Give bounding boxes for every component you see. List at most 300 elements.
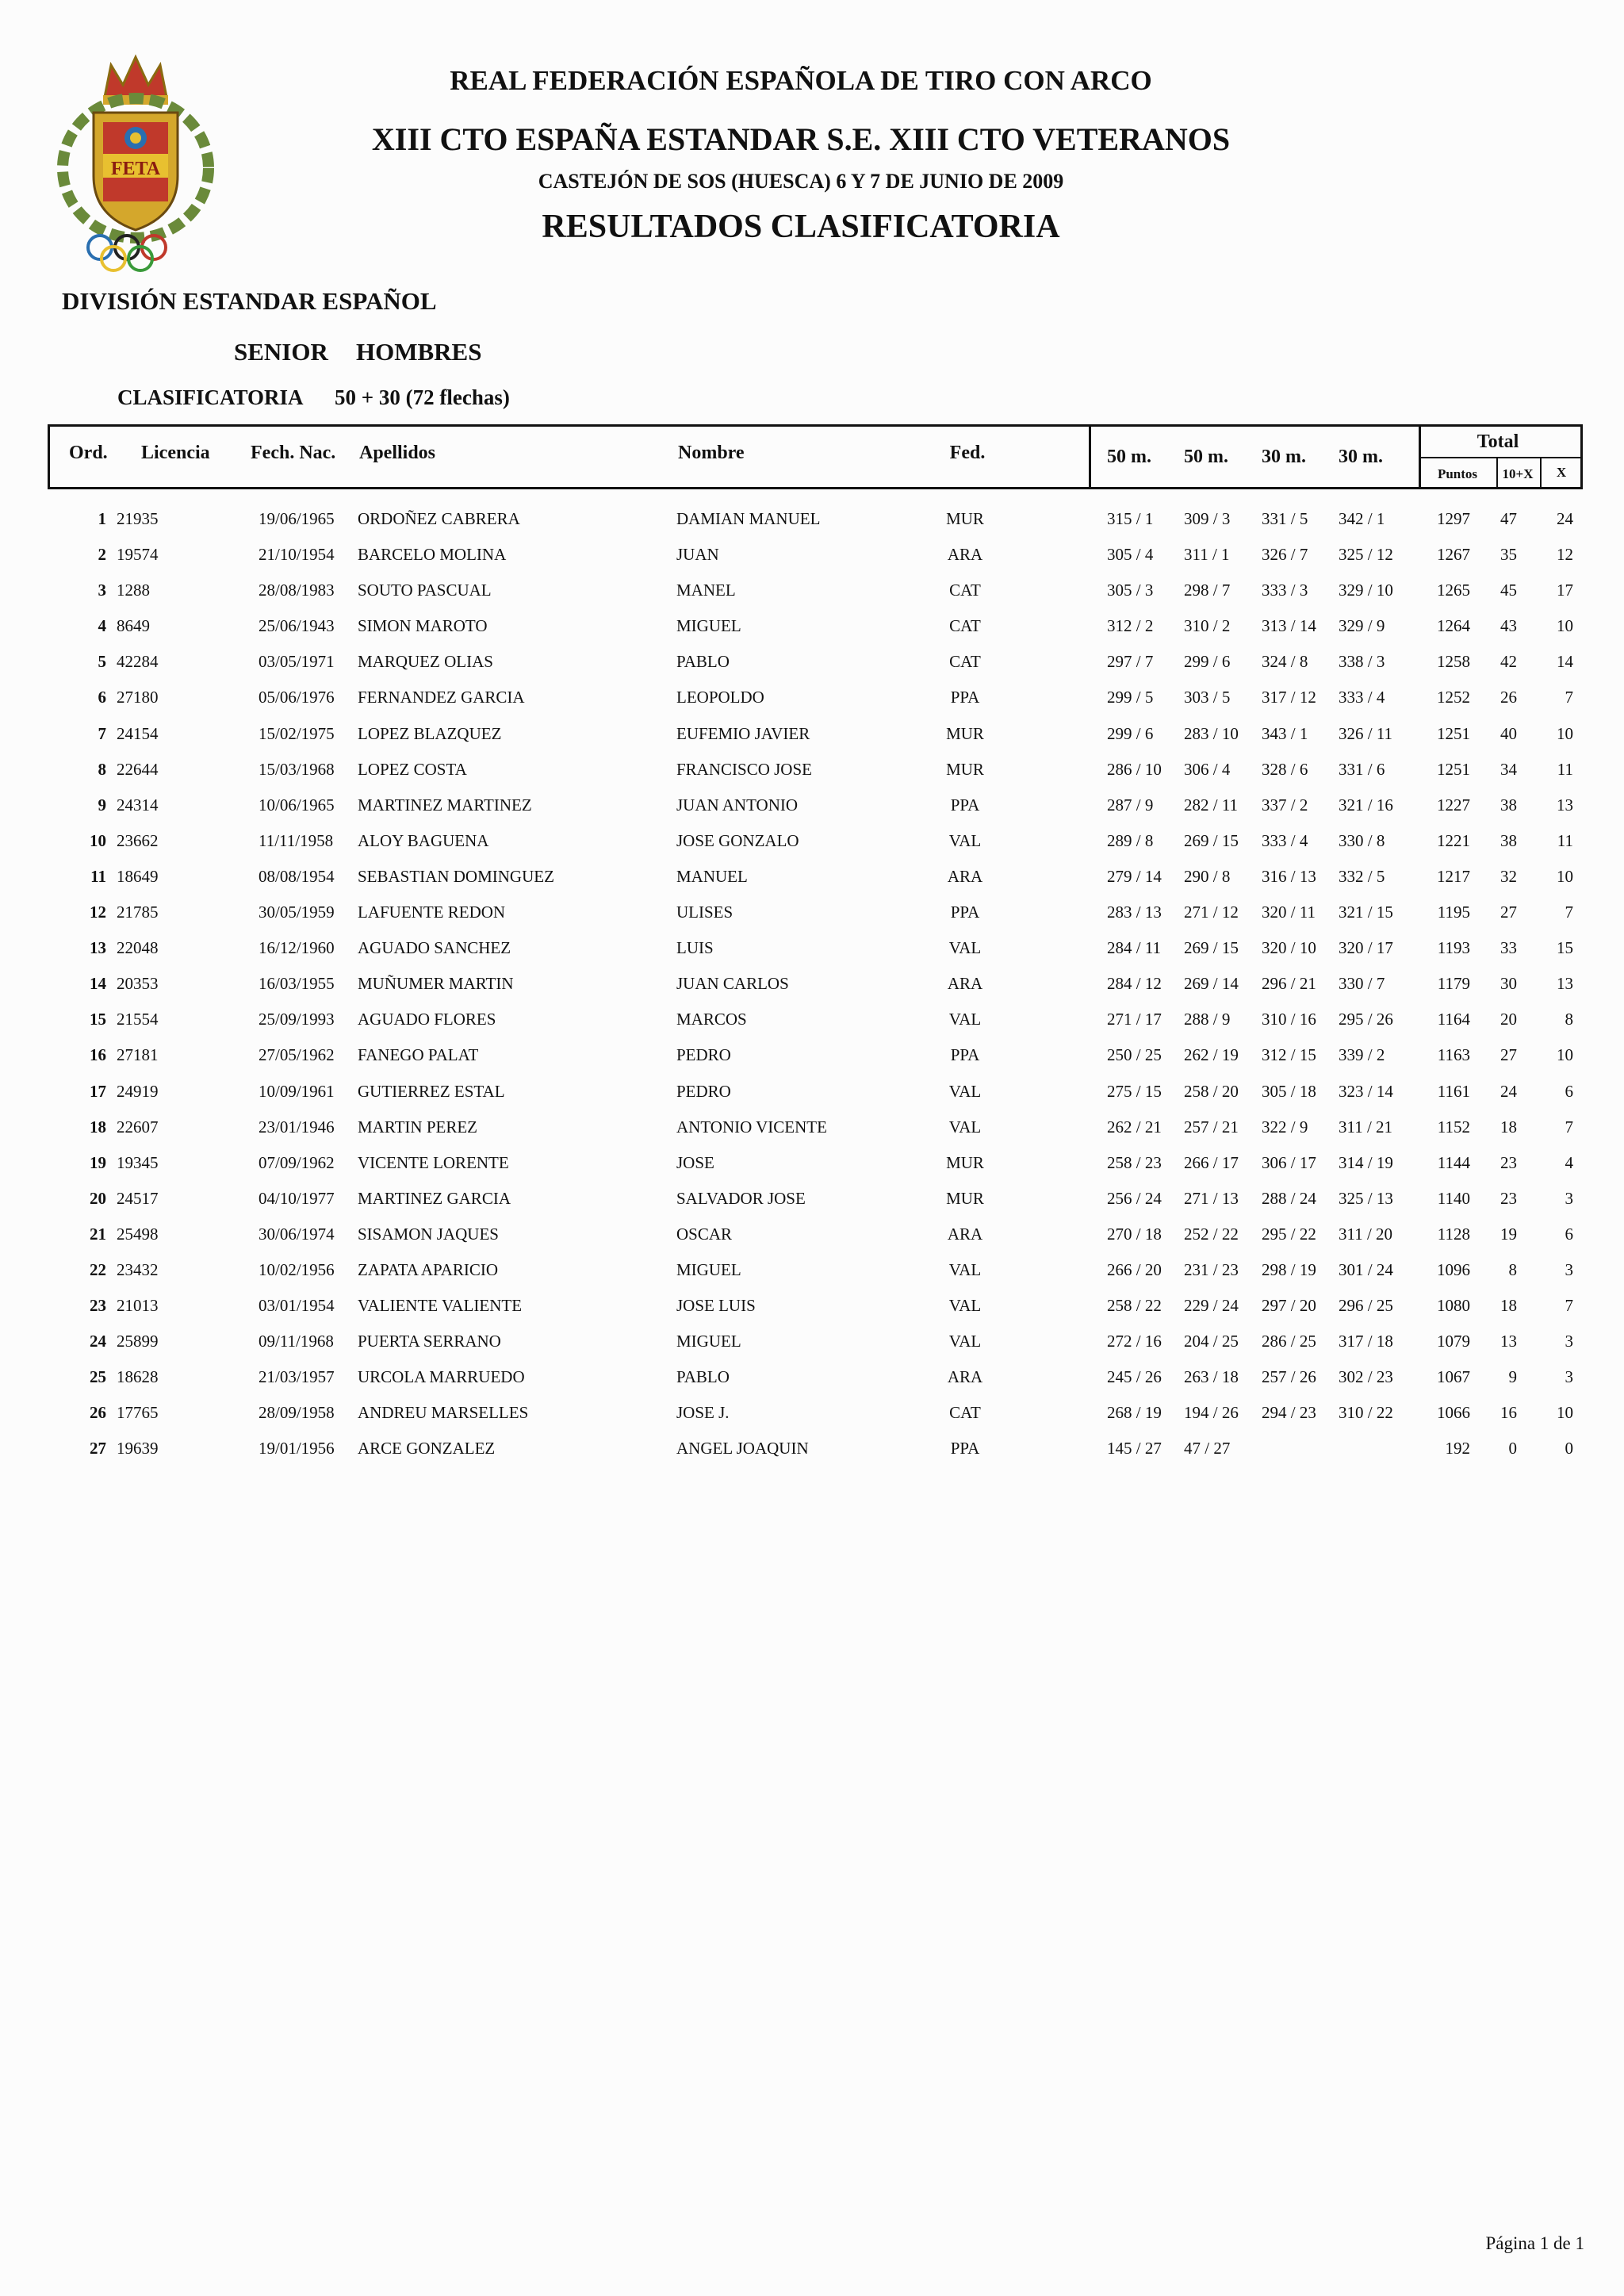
cell-score-30m-1: 306 / 17 [1262,1152,1316,1172]
cell-rank: 22 [90,1259,106,1279]
cell-score-50m-1: 250 / 25 [1107,1045,1162,1065]
cell-score-50m-2: 229 / 24 [1184,1296,1239,1316]
cell-score-50m-2: 290 / 8 [1184,866,1231,886]
cell-licencia: 8649 [117,616,150,636]
cell-score-50m-1: 262 / 21 [1107,1117,1162,1137]
cell-total-puntos: 1096 [1437,1259,1470,1279]
cell-apellidos: AGUADO FLORES [358,1010,496,1029]
cell-nombre: JOSE LUIS [676,1296,756,1316]
cell-total-10x: 27 [1500,1045,1517,1065]
cell-fecha-nac: 30/06/1974 [259,1224,335,1244]
cell-score-50m-2: 231 / 23 [1184,1259,1239,1279]
table-row [0,930,1624,966]
cell-nombre: MANEL [676,581,736,600]
cell-score-30m-2: 325 / 13 [1339,1188,1393,1208]
cell-licencia: 18628 [117,1367,159,1387]
cell-score-30m-1: 326 / 7 [1262,545,1308,565]
cell-total-puntos: 1193 [1437,938,1470,958]
cell-rank: 3 [98,581,106,600]
cell-federacion: ARA [947,974,983,994]
col-fecha: Fech. Nac. [251,443,336,463]
cell-score-30m-2: 295 / 26 [1339,1010,1393,1029]
cell-total-10x: 16 [1500,1403,1517,1423]
cell-score-30m-1: 296 / 21 [1262,974,1316,994]
cell-score-30m-2: 321 / 16 [1339,795,1393,815]
cell-score-50m-1: 279 / 14 [1107,866,1162,886]
cell-total-x: 24 [1557,509,1573,528]
cell-score-50m-1: 145 / 27 [1107,1439,1162,1458]
table-row [0,1181,1624,1217]
cell-total-10x: 43 [1500,616,1517,636]
table-row [0,859,1624,895]
cell-score-30m-2: 311 / 20 [1339,1224,1393,1244]
cell-licencia: 17765 [117,1403,159,1423]
cell-nombre: PABLO [676,1367,730,1387]
cell-total-x: 7 [1565,1117,1573,1137]
cell-nombre: EUFEMIO JAVIER [676,723,810,743]
table-row [0,680,1624,715]
cell-score-50m-1: 268 / 19 [1107,1403,1162,1423]
cell-fecha-nac: 15/02/1975 [259,723,335,743]
cell-score-50m-1: 283 / 13 [1107,903,1162,922]
category-gender: HOMBRES [356,338,482,366]
cell-licencia: 24517 [117,1188,159,1208]
cell-licencia: 22644 [117,759,159,779]
cell-score-50m-1: 312 / 2 [1107,616,1154,636]
cell-licencia: 23662 [117,830,159,850]
cell-score-30m-1: 328 / 6 [1262,759,1308,779]
cell-total-10x: 0 [1508,1439,1517,1458]
cell-rank: 14 [90,974,106,994]
cell-total-10x: 18 [1500,1296,1517,1316]
cell-total-puntos: 1251 [1437,723,1470,743]
table-row [0,1037,1624,1073]
cell-nombre: MIGUEL [676,1259,741,1279]
cell-score-30m-2: 301 / 24 [1339,1259,1393,1279]
cell-federacion: CAT [949,581,981,600]
table-row [0,823,1624,859]
col-puntos: Puntos [1437,466,1478,481]
cell-apellidos: LAFUENTE REDON [358,903,506,922]
cell-licencia: 19639 [117,1439,159,1458]
cell-nombre: PEDRO [676,1045,731,1065]
cell-rank: 9 [98,795,106,815]
table-row [0,1288,1624,1324]
division-label: DIVISIÓN ESTANDAR ESPAÑOL [62,287,437,315]
cell-apellidos: AGUADO SANCHEZ [358,938,511,958]
cell-fecha-nac: 21/10/1954 [259,545,335,565]
cell-total-puntos: 1265 [1437,581,1470,600]
cell-rank: 16 [90,1045,106,1065]
col-dist-4: 30 m. [1339,447,1383,467]
cell-total-x: 3 [1565,1259,1573,1279]
cell-licencia: 24154 [117,723,159,743]
col-dist-3: 30 m. [1262,447,1306,467]
cell-licencia: 25899 [117,1332,159,1351]
cell-total-x: 11 [1557,830,1573,850]
cell-total-10x: 20 [1500,1010,1517,1029]
cell-fecha-nac: 19/01/1956 [259,1439,335,1458]
federation-name: REAL FEDERACIÓN ESPAÑOLA DE TIRO CON ARCO [450,65,1152,96]
cell-fecha-nac: 30/05/1959 [259,903,335,922]
cell-nombre: PABLO [676,652,730,672]
cell-total-puntos: 1258 [1437,652,1470,672]
cell-total-x: 15 [1557,938,1573,958]
cell-apellidos: VALIENTE VALIENTE [358,1296,523,1316]
page-number: Página 1 de 1 [1485,2233,1584,2253]
cell-nombre: PEDRO [676,1081,731,1101]
cell-score-50m-2: 310 / 2 [1184,616,1231,636]
cell-score-50m-1: 258 / 23 [1107,1152,1162,1172]
cell-fecha-nac: 25/09/1993 [259,1010,335,1029]
cell-total-x: 13 [1557,795,1573,815]
cell-score-50m-2: 299 / 6 [1184,652,1231,672]
page-title: RESULTADOS CLASIFICATORIA [542,209,1060,245]
cell-score-30m-1: 322 / 9 [1262,1117,1308,1137]
cell-rank: 19 [90,1152,106,1172]
total-subdivider [1496,458,1498,487]
cell-apellidos: FERNANDEZ GARCIA [358,688,525,707]
cell-federacion: PPA [950,688,980,707]
cell-rank: 11 [90,866,106,886]
cell-nombre: MARCOS [676,1010,747,1029]
cell-score-50m-1: 266 / 20 [1107,1259,1162,1279]
col-fed: Fed. [949,443,986,463]
cell-score-30m-1: 317 / 12 [1262,688,1316,707]
col-10x: 10+X [1502,466,1534,481]
cell-score-30m-2: 302 / 23 [1339,1367,1393,1387]
cell-federacion: PPA [950,903,980,922]
cell-score-50m-1: 272 / 16 [1107,1332,1162,1351]
cell-federacion: VAL [948,1081,982,1101]
cell-score-30m-2: 323 / 14 [1339,1081,1393,1101]
cell-apellidos: ZAPATA APARICIO [358,1259,499,1279]
cell-federacion: CAT [949,1403,981,1423]
cell-fecha-nac: 28/09/1958 [259,1403,335,1423]
cell-total-x: 8 [1565,1010,1573,1029]
cell-total-puntos: 1152 [1437,1117,1470,1137]
cell-nombre: LEOPOLDO [676,688,764,707]
cell-rank: 24 [90,1332,106,1351]
cell-score-50m-2: 306 / 4 [1184,759,1231,779]
cell-total-puntos: 1080 [1437,1296,1470,1316]
cell-apellidos: SIMON MAROTO [358,616,488,636]
event-title: XIII CTO ESPAÑA ESTANDAR S.E. XIII CTO VETERANOS [371,121,1231,157]
cell-total-10x: 30 [1500,974,1517,994]
cell-total-x: 13 [1557,974,1573,994]
cell-total-puntos: 1066 [1437,1403,1470,1423]
cell-fecha-nac: 16/03/1955 [259,974,335,994]
cell-federacion: VAL [948,1296,982,1316]
cell-federacion: MUR [946,723,984,743]
cell-score-30m-2: 339 / 2 [1339,1045,1385,1065]
cell-fecha-nac: 25/06/1943 [259,616,335,636]
col-dist-1: 50 m. [1107,447,1151,467]
cell-nombre: FRANCISCO JOSE [676,759,812,779]
cell-score-50m-2: 257 / 21 [1184,1117,1239,1137]
cell-score-50m-1: 286 / 10 [1107,759,1162,779]
cell-score-30m-1: 343 / 1 [1262,723,1308,743]
table-row [0,1252,1624,1288]
col-ord: Ord. [69,443,108,463]
table-row [0,966,1624,1002]
cell-nombre: SALVADOR JOSE [676,1188,806,1208]
cell-total-x: 14 [1557,652,1573,672]
cell-licencia: 19574 [117,545,159,565]
cell-score-50m-2: 282 / 11 [1184,795,1239,815]
cell-licencia: 22048 [117,938,159,958]
cell-licencia: 42284 [117,652,159,672]
cell-federacion: VAL [948,1010,982,1029]
cell-score-30m-1: 333 / 3 [1262,581,1308,600]
cell-total-10x: 35 [1500,545,1517,565]
cell-total-10x: 13 [1500,1332,1517,1351]
cell-score-30m-2: 325 / 12 [1339,545,1393,565]
cell-apellidos: BARCELO MOLINA [358,545,507,565]
cell-fecha-nac: 28/08/1983 [259,581,335,600]
table-row [0,752,1624,788]
cell-total-10x: 34 [1500,759,1517,779]
cell-total-10x: 24 [1500,1081,1517,1101]
cell-total-puntos: 1264 [1437,616,1470,636]
cell-score-50m-1: 305 / 3 [1107,581,1154,600]
cell-score-50m-2: 47 / 27 [1184,1439,1231,1458]
cell-total-10x: 19 [1500,1224,1517,1244]
cell-fecha-nac: 11/11/1958 [259,830,334,850]
cell-licencia: 18649 [117,866,159,886]
cell-score-30m-1: 288 / 24 [1262,1188,1316,1208]
cell-apellidos: GUTIERREZ ESTAL [358,1081,505,1101]
cell-score-50m-1: 297 / 7 [1107,652,1154,672]
col-dist-2: 50 m. [1184,447,1228,467]
classification-label: CLASIFICATORIA [117,385,304,409]
cell-licencia: 24919 [117,1081,159,1101]
cell-score-50m-1: 275 / 15 [1107,1081,1162,1101]
cell-federacion: CAT [949,652,981,672]
cell-total-puntos: 1179 [1437,974,1470,994]
cell-score-50m-2: 194 / 26 [1184,1403,1239,1423]
table-row [0,501,1624,537]
cell-licencia: 25498 [117,1224,159,1244]
cell-score-30m-2: 338 / 3 [1339,652,1385,672]
cell-licencia: 21554 [117,1010,159,1029]
cell-score-30m-1: 333 / 4 [1262,830,1308,850]
cell-score-30m-1: 294 / 23 [1262,1403,1316,1423]
cell-total-x: 7 [1565,903,1573,922]
col-x: X [1556,465,1567,480]
table-row [0,1217,1624,1252]
cell-apellidos: LOPEZ COSTA [358,759,467,779]
cell-total-10x: 38 [1500,830,1517,850]
cell-nombre: MIGUEL [676,616,741,636]
cell-total-puntos: 192 [1445,1439,1470,1458]
cell-score-50m-1: 287 / 9 [1107,795,1154,815]
cell-score-50m-1: 245 / 26 [1107,1367,1162,1387]
cell-score-30m-1: 324 / 8 [1262,652,1308,672]
results-table-body [0,501,1624,1467]
classification-format: 50 + 30 (72 flechas) [335,385,510,409]
cell-licencia: 27180 [117,688,159,707]
cell-rank: 1 [98,509,106,528]
cell-score-50m-1: 258 / 22 [1107,1296,1162,1316]
cell-total-10x: 42 [1500,652,1517,672]
cell-score-30m-2: 332 / 5 [1339,866,1385,886]
cell-licencia: 22607 [117,1117,159,1137]
cell-total-puntos: 1297 [1437,509,1470,528]
table-row [0,1002,1624,1037]
cell-rank: 23 [90,1296,106,1316]
table-row [0,608,1624,644]
cell-score-30m-2: 329 / 10 [1339,581,1393,600]
cell-rank: 5 [98,652,106,672]
cell-federacion: ARA [947,545,983,565]
col-nombre: Nombre [678,443,745,463]
cell-apellidos: MARTINEZ MARTINEZ [358,795,532,815]
cell-apellidos: URCOLA MARRUEDO [358,1367,525,1387]
cell-federacion: VAL [948,938,982,958]
cell-score-30m-1: 337 / 2 [1262,795,1308,815]
cell-rank: 17 [90,1081,106,1101]
cell-federacion: PPA [950,1439,980,1458]
cell-rank: 13 [90,938,106,958]
cell-score-50m-2: 269 / 15 [1184,830,1239,850]
cell-apellidos: SEBASTIAN DOMINGUEZ [358,866,554,886]
cell-apellidos: SOUTO PASCUAL [358,581,492,600]
cell-nombre: ANTONIO VICENTE [676,1117,827,1137]
federation-crest-icon [48,49,224,273]
cell-rank: 6 [98,688,106,707]
cell-licencia: 21785 [117,903,159,922]
cell-total-10x: 40 [1500,723,1517,743]
cell-federacion: VAL [948,1259,982,1279]
cell-score-30m-1: 295 / 22 [1262,1224,1316,1244]
cell-score-30m-1: 320 / 11 [1262,903,1316,922]
cell-nombre: JOSE GONZALO [676,830,799,850]
table-row [0,1074,1624,1110]
cell-score-30m-1: 320 / 10 [1262,938,1316,958]
cell-total-x: 10 [1557,723,1573,743]
cell-fecha-nac: 03/05/1971 [259,652,335,672]
cell-score-50m-2: 262 / 19 [1184,1045,1239,1065]
col-total: Total [1477,431,1519,452]
table-row [0,644,1624,680]
cell-apellidos: SISAMON JAQUES [358,1224,499,1244]
cell-rank: 21 [90,1224,106,1244]
cell-score-30m-1: 331 / 5 [1262,509,1308,528]
table-row [0,1395,1624,1431]
cell-federacion: MUR [946,1188,984,1208]
cell-score-30m-2: 320 / 17 [1339,938,1393,958]
cell-nombre: DAMIAN MANUEL [676,509,821,528]
cell-score-30m-1: 286 / 25 [1262,1332,1316,1351]
table-row [0,573,1624,608]
cell-nombre: OSCAR [676,1224,733,1244]
cell-score-50m-1: 270 / 18 [1107,1224,1162,1244]
cell-score-50m-2: 298 / 7 [1184,581,1231,600]
cell-fecha-nac: 07/09/1962 [259,1152,335,1172]
cell-rank: 12 [90,903,106,922]
cell-total-puntos: 1217 [1437,866,1470,886]
cell-score-50m-1: 271 / 17 [1107,1010,1162,1029]
cell-rank: 26 [90,1403,106,1423]
cell-score-30m-2: 321 / 15 [1339,903,1393,922]
cell-apellidos: ANDREU MARSELLES [358,1403,529,1423]
cell-fecha-nac: 23/01/1946 [259,1117,335,1137]
cell-apellidos: MARQUEZ OLIAS [358,652,493,672]
cell-score-30m-1: 312 / 15 [1262,1045,1316,1065]
cell-score-30m-1: 313 / 14 [1262,616,1316,636]
cell-apellidos: LOPEZ BLAZQUEZ [358,723,502,743]
cell-total-x: 6 [1565,1224,1573,1244]
cell-score-30m-2: 330 / 7 [1339,974,1385,994]
cell-fecha-nac: 04/10/1977 [259,1188,335,1208]
cell-total-puntos: 1251 [1437,759,1470,779]
cell-federacion: VAL [948,1117,982,1137]
cell-total-x: 17 [1557,581,1573,600]
cell-total-x: 4 [1565,1152,1573,1172]
cell-rank: 25 [90,1367,106,1387]
cell-score-50m-2: 258 / 20 [1184,1081,1239,1101]
cell-licencia: 19345 [117,1152,159,1172]
cell-total-10x: 26 [1500,688,1517,707]
cell-nombre: ULISES [676,903,733,922]
cell-score-30m-1: 298 / 19 [1262,1259,1316,1279]
cell-score-50m-2: 303 / 5 [1184,688,1231,707]
cell-federacion: VAL [948,1332,982,1351]
cell-total-puntos: 1144 [1437,1152,1470,1172]
cell-total-10x: 8 [1508,1259,1517,1279]
cell-total-x: 7 [1565,688,1573,707]
cell-total-10x: 23 [1500,1188,1517,1208]
cell-score-50m-1: 284 / 11 [1107,938,1162,958]
cell-score-50m-2: 263 / 18 [1184,1367,1239,1387]
cell-total-x: 0 [1565,1439,1573,1458]
svg-text:FETA: FETA [110,159,161,179]
cell-federacion: ARA [947,1224,983,1244]
cell-score-50m-2: 266 / 17 [1184,1152,1239,1172]
cell-total-x: 6 [1565,1081,1573,1101]
cell-score-50m-2: 309 / 3 [1184,509,1231,528]
cell-total-10x: 47 [1500,509,1517,528]
cell-fecha-nac: 10/09/1961 [259,1081,335,1101]
table-row [0,1359,1624,1395]
cell-score-30m-2: 314 / 19 [1339,1152,1393,1172]
cell-score-30m-2: 317 / 18 [1339,1332,1393,1351]
table-row [0,1324,1624,1359]
cell-licencia: 27181 [117,1045,159,1065]
cell-score-50m-1: 305 / 4 [1107,545,1154,565]
cell-licencia: 24314 [117,795,159,815]
cell-nombre: JOSE J. [676,1403,730,1423]
col-licencia: Licencia [141,443,210,463]
table-row [0,537,1624,573]
cell-nombre: ANGEL JOAQUIN [676,1439,809,1458]
cell-score-30m-1: 305 / 18 [1262,1081,1316,1101]
cell-fecha-nac: 15/03/1968 [259,759,335,779]
cell-rank: 2 [98,545,106,565]
cell-fecha-nac: 08/08/1954 [259,866,335,886]
cell-rank: 27 [90,1439,106,1458]
cell-rank: 8 [98,759,106,779]
cell-score-30m-1: 316 / 13 [1262,866,1316,886]
cell-nombre: MIGUEL [676,1332,741,1351]
cell-total-x: 10 [1557,616,1573,636]
total-subdivider [1540,458,1542,487]
category-age: SENIOR [234,338,328,366]
cell-federacion: MUR [946,509,984,528]
cell-rank: 15 [90,1010,106,1029]
cell-apellidos: ORDOÑEZ CABRERA [358,509,520,528]
